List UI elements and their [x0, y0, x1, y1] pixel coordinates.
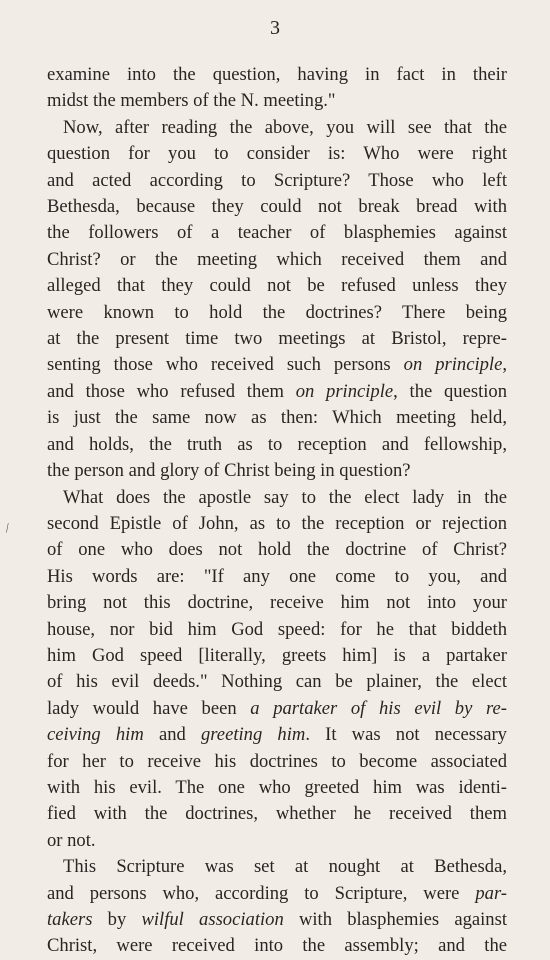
text-line: [47, 722, 507, 748]
text-line: or not.: [47, 829, 96, 851]
text-line: him God speed [literally, greets him] is a partaker: [47, 644, 507, 666]
italic-phrase: greeting him: [200, 724, 306, 746]
text-line: were known to hold the doctrines? There being: [47, 301, 507, 323]
italic-phrase: ceiving him: [47, 724, 144, 746]
italic-phrase: par-: [475, 882, 507, 904]
text-line: [47, 352, 507, 378]
text-line: Now, after reading the above, you will see that the: [63, 116, 507, 138]
text-fragment: lady would have been: [47, 697, 251, 719]
margin-mark: ⁄: [3, 520, 12, 535]
text-line: house, nor bid him God speed: for he that biddeth: [47, 618, 507, 640]
text-line: bring not this doctrine, receive him not into your: [47, 592, 507, 614]
text-line: What does the apostle say to the elect lady in the: [63, 486, 507, 508]
text-fragment: and those who refused them: [47, 380, 296, 402]
text-line: Christ, were received into the assembly; and the: [47, 935, 507, 957]
text-line: [47, 907, 507, 933]
text-line: His words are: "If any one come to you, and: [47, 565, 507, 587]
text-line: [47, 379, 507, 405]
text-line: Bethesda, because they could not break bread with: [47, 196, 507, 218]
italic-phrase: on principle: [295, 380, 394, 402]
text-fragment: by: [92, 909, 142, 930]
text-line: examine into the question, having in fact in their: [47, 64, 507, 85]
text-line: Christ? or the meeting which received them and: [47, 248, 507, 270]
text-fragment: senting those who received such persons: [47, 354, 404, 376]
text-line: [47, 881, 507, 907]
text-line: fied with the doctrines, whether he received them: [47, 803, 507, 825]
text-fragment: and: [143, 724, 201, 746]
text-line: second Epistle of John, as to the reception or rejection: [47, 512, 507, 534]
text-fragment: with blasphemies against: [283, 909, 508, 930]
italic-phrase: takers: [47, 909, 93, 930]
text-fragment: . It was not necessary: [305, 724, 507, 746]
text-line: alleged that they could not be refused unless they: [47, 275, 507, 297]
text-line: with his evil. The one who greeted him was identi-: [47, 776, 507, 798]
text-line: for her to receive his doctrines to become associated: [47, 750, 507, 772]
text-line: This Scripture was set at nought at Bethesda,: [63, 856, 507, 878]
text-line: and holds, the truth as to reception and fellowship,: [47, 433, 507, 455]
text-line: of his evil deeds." Nothing can be plainer, the elect: [47, 671, 507, 693]
text-line: the person and glory of Christ being in question?: [47, 460, 411, 482]
text-line: the followers of a teacher of blasphemies against: [47, 222, 507, 244]
text-fragment: , the question: [393, 380, 507, 402]
text-line: of one who does not hold the doctrine of Christ?: [47, 539, 507, 561]
text-line: [47, 696, 507, 722]
text-fragment: ,: [502, 354, 507, 376]
text-fragment: and persons who, according to Scripture, were: [47, 882, 476, 904]
body-text: [47, 62, 507, 960]
italic-phrase: wilful association: [141, 909, 284, 930]
italic-phrase: on principle: [403, 354, 503, 376]
page-number: 3: [270, 17, 280, 39]
text-line: and acted according to Scripture? Those who left: [47, 169, 507, 191]
text-line: at the present time two meetings at Bristol, repre-: [47, 328, 507, 350]
text-line: is just the same now as then: Which meeting held,: [47, 407, 507, 429]
italic-phrase: a partaker of his evil by re-: [250, 697, 507, 719]
text-line: midst the members of the N. meeting.": [47, 90, 336, 112]
text-line: question for you to consider is: Who were right: [47, 143, 507, 165]
